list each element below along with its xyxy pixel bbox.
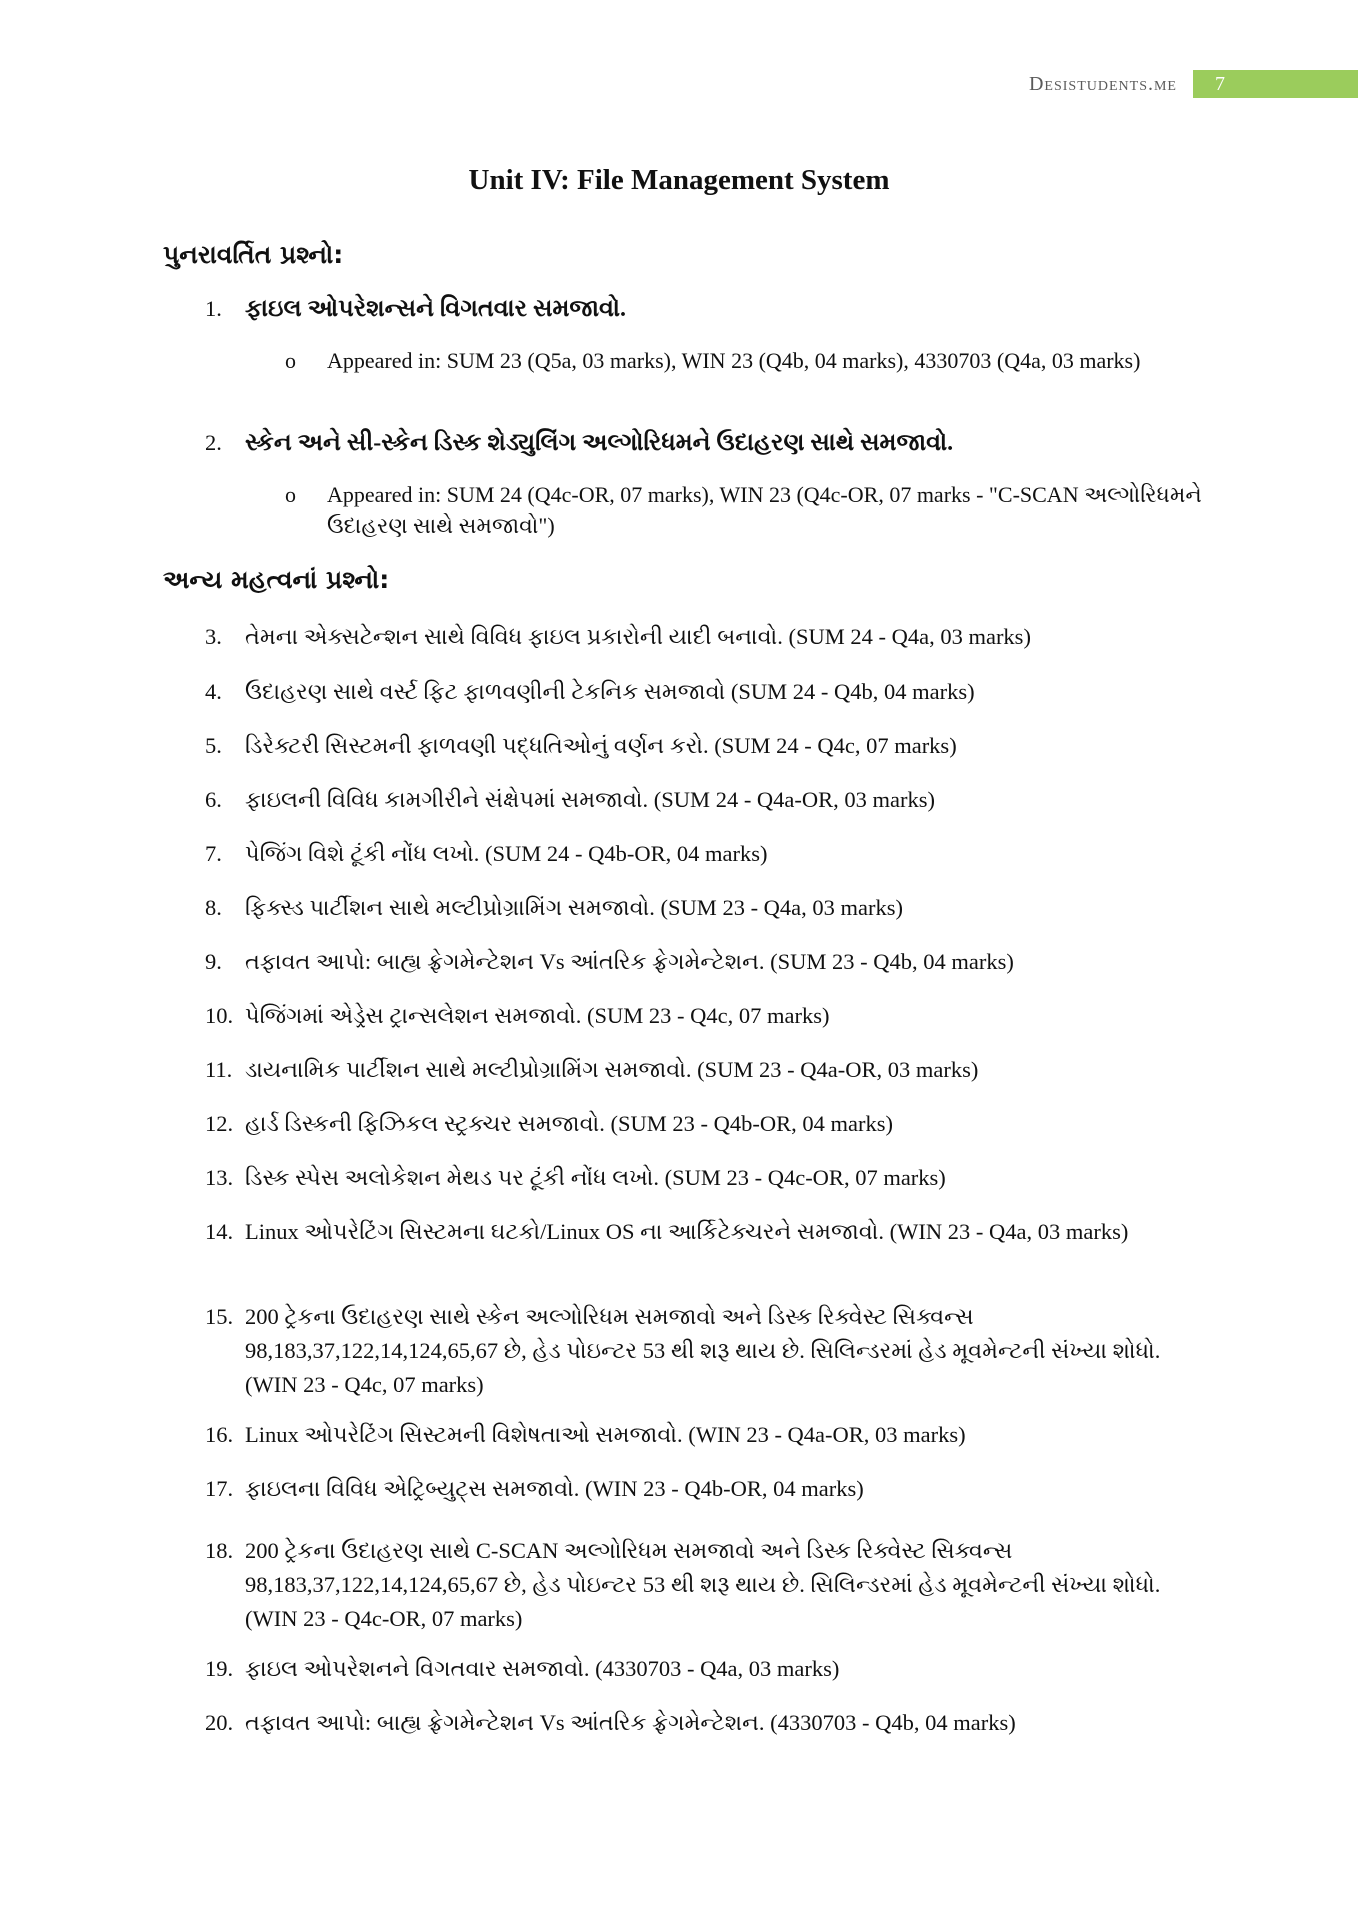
list-item — [205, 729, 1195, 763]
list-item — [205, 945, 1195, 979]
question-text: ફિક્સ્ડ પાર્ટીશન સાથે મલ્ટીપ્રોગ્રામિંગ સમજાવો. (SUM 23 - Q4a, 03 marks) — [245, 895, 904, 920]
question-text: 200 ટ્રેકના ઉદાહરણ સાથે સ્કેન અલ્ગોરિધમ સમજાવો અને ડિસ્ક રિક્વેસ્ટ સિક્વન્સ 98,183,37,122,14,124,65,67 છે, હેડ પોઇન્ટર 53 થી શરૂ થાય છે. સિલિન્ડરમાં હેડ મૂવમેન્ટની સંખ્યા શોધો. (WIN 23 - Q4c, 07 marks) — [245, 1304, 1161, 1397]
question-text: તફાવત આપો: બાહ્ય ફ્રેગમેન્ટેશન Vs આંતરિક ફ્રેગમેન્ટેશન. (SUM 23 - Q4b, 04 marks) — [245, 949, 1014, 974]
item-number: 8. — [205, 895, 222, 920]
appeared-in-note — [285, 345, 1205, 376]
page-number: 7 — [1193, 70, 1358, 98]
list-item — [205, 1215, 1195, 1249]
item-number: 7. — [205, 841, 222, 866]
question-text: ફાઇલ ઓપરેશન્સને વિગતવાર સમજાવો. — [245, 296, 626, 322]
item-number: 1. — [205, 296, 222, 321]
question-text: ફાઇલ ઓપરેશનને વિગતવાર સમજાવો. (4330703 - Q4a, 03 marks) — [245, 1656, 840, 1681]
question-text: ડિસ્ક સ્પેસ અલોકેશન મેથડ પર ટૂંકી નોંધ લખો. (SUM 23 - Q4c-OR, 07 marks) — [245, 1165, 946, 1190]
question-text: પેજિંગમાં એડ્રેસ ટ્રાન્સલેશન સમજાવો. (SUM 23 - Q4c, 07 marks) — [245, 1003, 830, 1028]
question-text: ફાઇલના વિવિધ એટ્રિબ્યુટ્સ સમજાવો. (WIN 23 - Q4b-OR, 04 marks) — [245, 1476, 864, 1501]
question-text: હાર્ડ ડિસ્કની ફિઝિકલ સ્ટ્રક્ચર સમજાવો. (SUM 23 - Q4b-OR, 04 marks) — [245, 1111, 893, 1136]
list-item — [205, 783, 1195, 817]
repeated-questions-heading: પુનરાવર્તિત પ્રશ્નો: — [163, 240, 344, 269]
list-item — [205, 620, 1195, 654]
item-number: 19. — [205, 1656, 234, 1681]
question-text: ફાઇલની વિવિધ કામગીરીને સંક્ષેપમાં સમજાવો. (SUM 24 - Q4a-OR, 03 marks) — [245, 787, 936, 812]
list-item — [205, 1652, 1195, 1686]
question-text: ઉદાહરણ સાથે વર્સ્ટ ફિટ ફાળવણીની ટેકનિક સમજાવો (SUM 24 - Q4b, 04 marks) — [245, 679, 975, 704]
question-text: ડિરેક્ટરી સિસ્ટમની ફાળવણી પદ્ધતિઓનું વર્ણન કરો. (SUM 24 - Q4c, 07 marks) — [245, 733, 957, 758]
appeared-in-text: Appeared in: SUM 24 (Q4c-OR, 07 marks), WIN 23 (Q4c-OR, 07 marks - "C-SCAN અલ્ગોરિધમને ઉદાહરણ સાથે સમજાવો") — [327, 482, 1202, 538]
page-header — [1029, 70, 1358, 98]
item-number: 15. — [205, 1304, 234, 1329]
question-text: Linux ઓપરેટિંગ સિસ્ટમની વિશેષતાઓ સમજાવો. (WIN 23 - Q4a-OR, 03 marks) — [245, 1422, 966, 1447]
item-number: 6. — [205, 787, 222, 812]
item-number: 18. — [205, 1538, 234, 1563]
list-item — [205, 891, 1195, 925]
item-number: 10. — [205, 1003, 234, 1028]
list-item — [205, 1534, 1195, 1636]
item-number: 12. — [205, 1111, 234, 1136]
item-number: 17. — [205, 1476, 234, 1501]
question-text: Linux ઓપરેટિંગ સિસ્ટમના ઘટકો/Linux OS ના આર્કિટેક્ચરને સમજાવો. (WIN 23 - Q4a, 03 marks) — [245, 1219, 1129, 1244]
list-item — [205, 1418, 1195, 1452]
list-item — [205, 675, 1195, 709]
site-name: Desistudents.me — [1028, 72, 1177, 95]
item-number: 9. — [205, 949, 222, 974]
item-number: 11. — [205, 1057, 233, 1082]
list-item — [205, 1053, 1195, 1087]
list-item — [205, 1107, 1195, 1141]
list-item — [205, 1161, 1195, 1195]
question-text: તેમના એક્સટેન્શન સાથે વિવિધ ફાઇલ પ્રકારોની યાદી બનાવો. (SUM 24 - Q4a, 03 marks) — [245, 624, 1031, 649]
page-title: Unit IV: File Management System — [468, 164, 890, 196]
list-item — [205, 999, 1195, 1033]
appeared-in-note — [285, 479, 1205, 541]
appeared-in-text: Appeared in: SUM 23 (Q5a, 03 marks), WIN 23 (Q4b, 04 marks), 4330703 (Q4a, 03 marks) — [327, 348, 1141, 373]
list-item — [205, 1706, 1195, 1740]
other-questions-heading: અન્ય મહત્વનાં પ્રશ્નો: — [163, 565, 390, 594]
item-number: 2. — [205, 430, 222, 455]
question-text: 200 ટ્રેકના ઉદાહરણ સાથે C-SCAN અલ્ગોરિધમ સમજાવો અને ડિસ્ક રિક્વેસ્ટ સિક્વન્સ 98,183,37,122,14,124,65,67 છે, હેડ પોઇન્ટર 53 થી શરૂ થાય છે. સિલિન્ડરમાં હેડ મૂવમેન્ટની સંખ્યા શોધો. (WIN 23 - Q4c-OR, 07 marks) — [245, 1538, 1161, 1631]
item-number: 14. — [205, 1219, 234, 1244]
item-number: 13. — [205, 1165, 234, 1190]
question-text: સ્કેન અને સી-સ્કેન ડિસ્ક શેડ્યુલિંગ અલ્ગોરિધમને ઉદાહરણ સાથે સમજાવો. — [245, 430, 954, 456]
list-item — [205, 1472, 1195, 1506]
list-item — [205, 1300, 1195, 1402]
item-number: 4. — [205, 679, 222, 704]
item-number: 5. — [205, 733, 222, 758]
item-number: 3. — [205, 624, 222, 649]
bullet-marker: o — [285, 482, 296, 507]
item-number: 16. — [205, 1422, 234, 1447]
list-item — [205, 292, 1195, 326]
question-text: તફાવત આપો: બાહ્ય ફ્રેગમેન્ટેશન Vs આંતરિક ફ્રેગમેન્ટેશન. (4330703 - Q4b, 04 marks) — [245, 1710, 1016, 1735]
question-text: ડાયનામિક પાર્ટીશન સાથે મલ્ટીપ્રોગ્રામિંગ સમજાવો. (SUM 23 - Q4a-OR, 03 marks) — [245, 1057, 979, 1082]
list-item — [205, 426, 1195, 460]
item-number: 20. — [205, 1710, 234, 1735]
bullet-marker: o — [285, 348, 296, 373]
question-text: પેજિંગ વિશે ટૂંકી નોંધ લખો. (SUM 24 - Q4b-OR, 04 marks) — [245, 841, 768, 866]
list-item — [205, 837, 1195, 871]
